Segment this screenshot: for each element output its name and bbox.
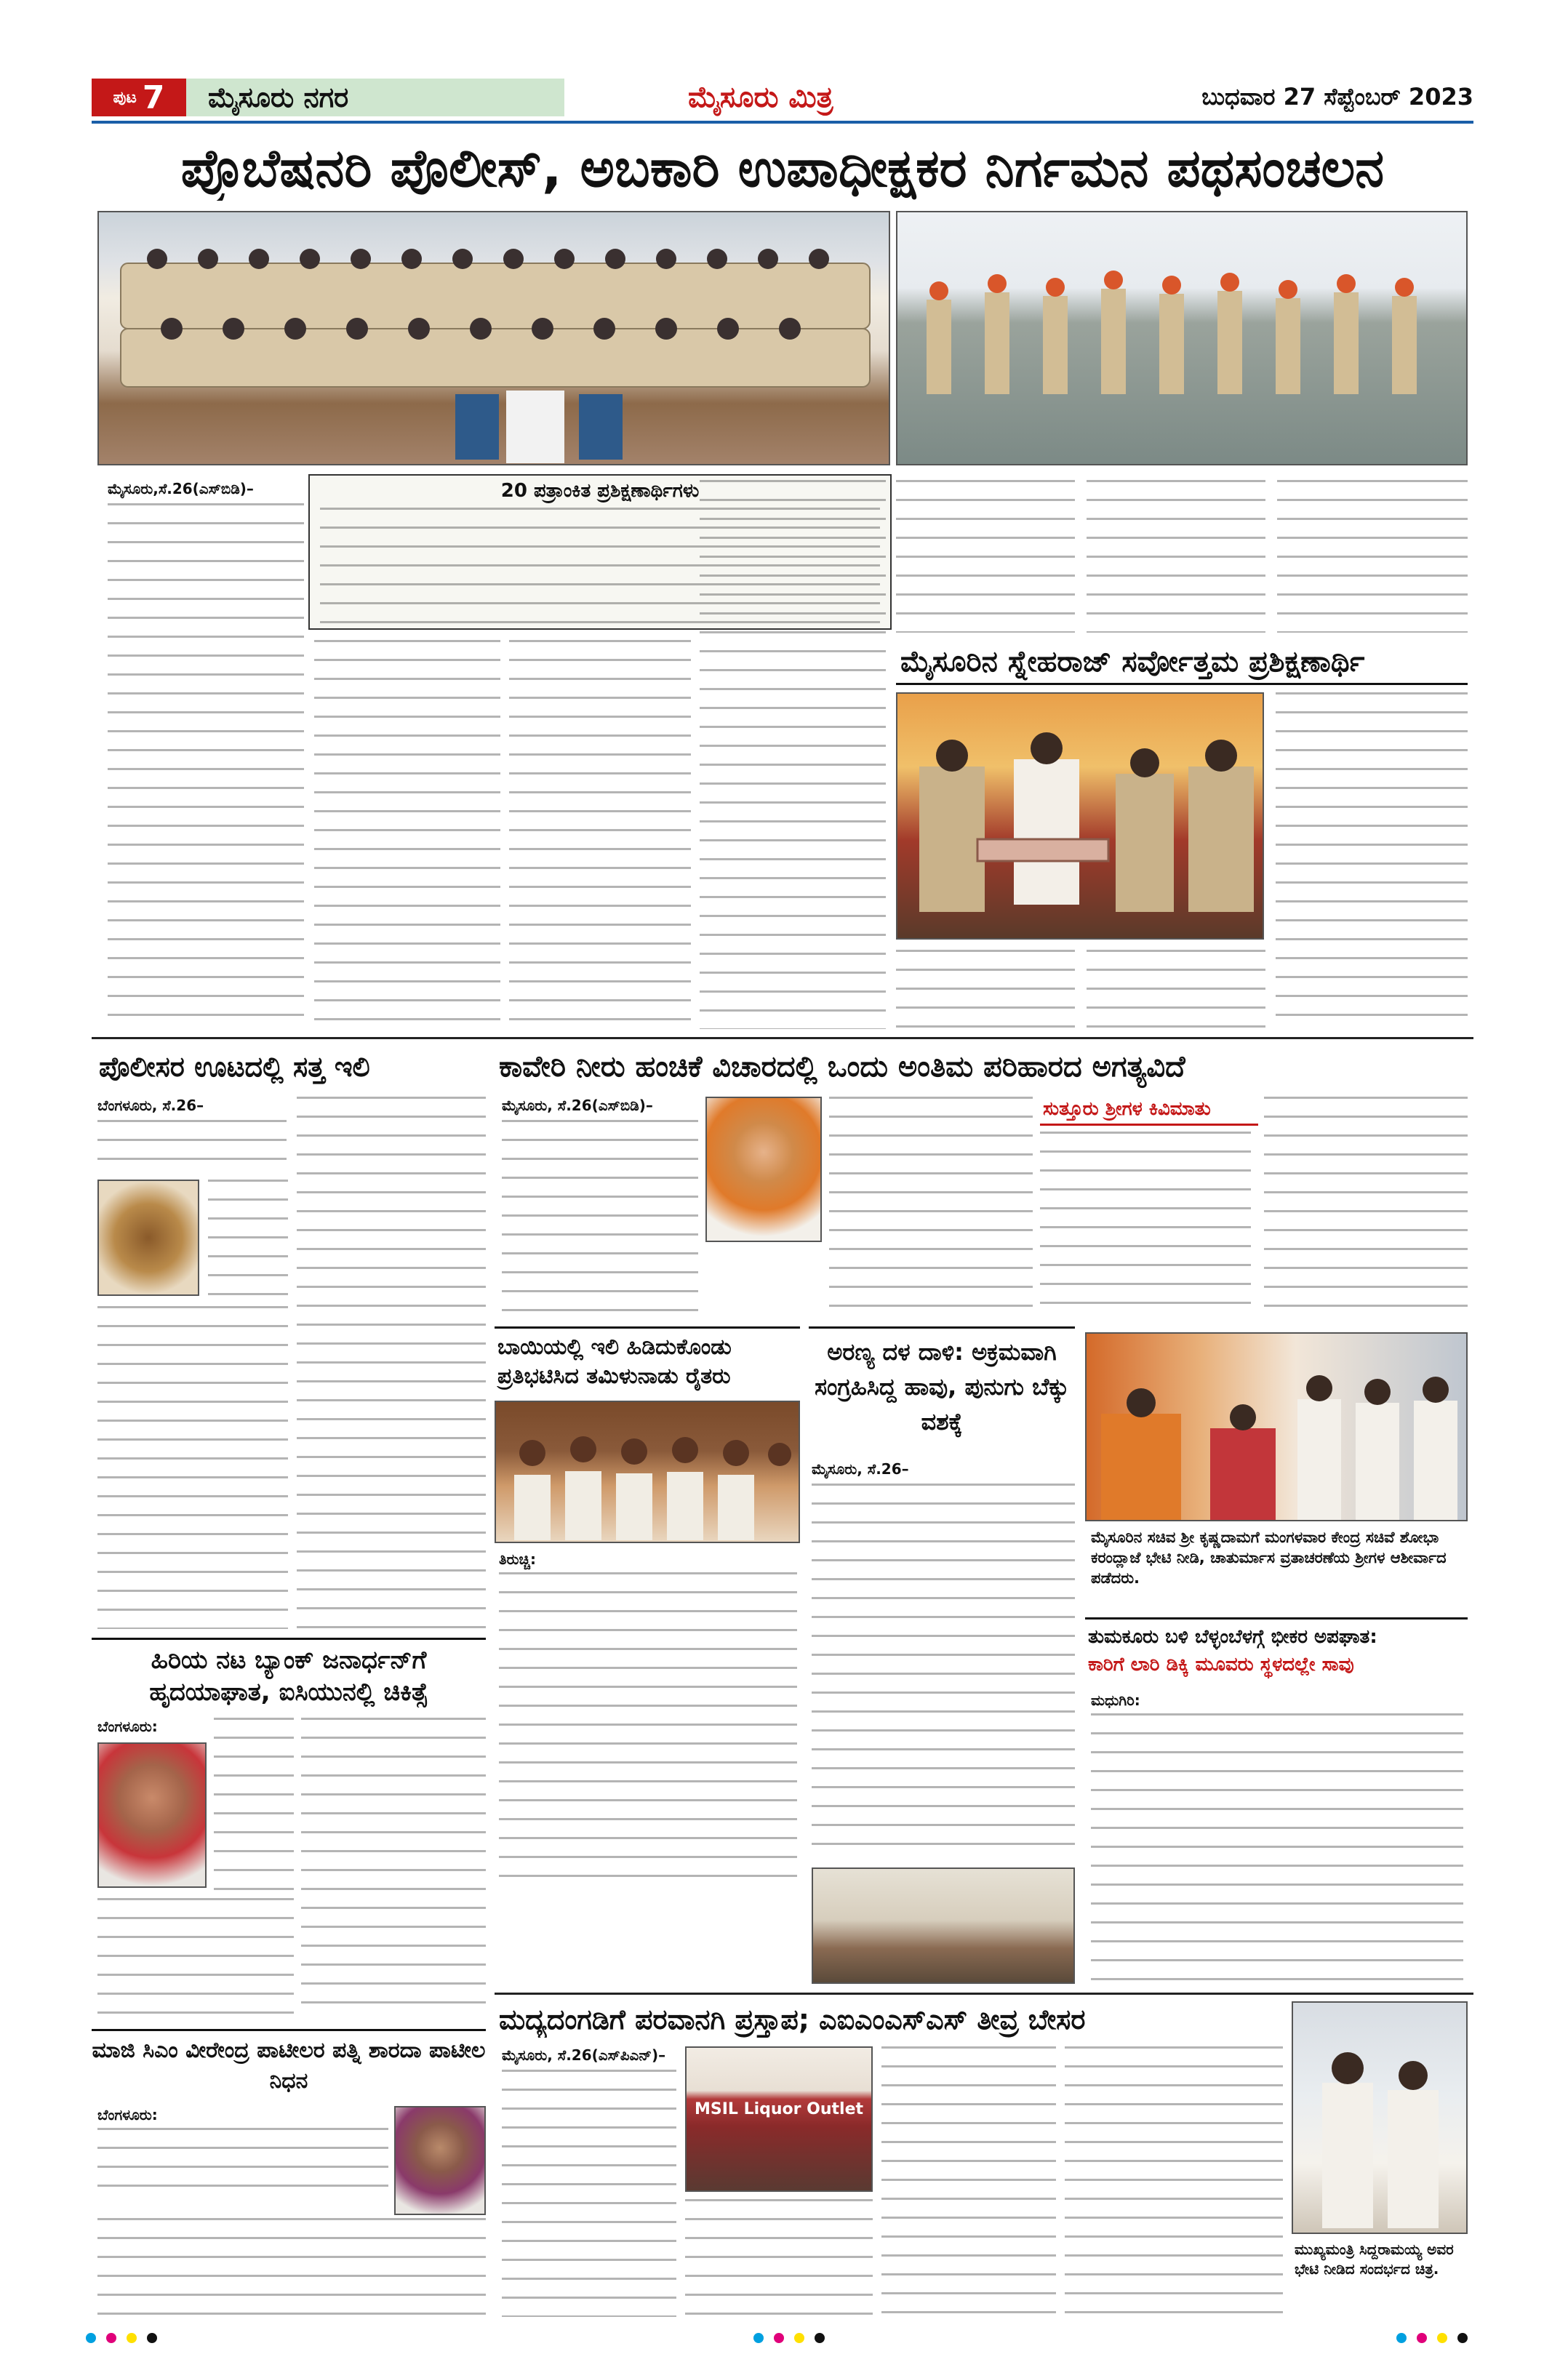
kaveri-subhead: ಸುತ್ತೂರು ಶ್ರೀಗಳ ಕಿವಿಮಾತು — [1043, 1098, 1211, 1120]
lead-dateline: ಮೈಸೂರು,ಸೆ.26(ಎಸ್‌ಬಿಡಿ)– — [108, 480, 254, 497]
swamiji-visit-photo — [1085, 1332, 1468, 1521]
lead-body-col-6 — [1087, 480, 1265, 633]
registration-dots-left — [86, 2333, 166, 2347]
lead-body-col-1 — [108, 503, 304, 1030]
page-header — [92, 79, 1473, 116]
kaveri-subhead-box — [1040, 1097, 1258, 1126]
mid-rule-1 — [92, 1037, 1473, 1039]
tn-farmers-photo — [495, 1401, 800, 1543]
lead-body-col-4 — [700, 480, 886, 1029]
sneharaj-body-col-1 — [1276, 692, 1468, 1027]
sneharaj-award-figures — [897, 694, 1264, 940]
issue-date: ಬುಧವಾರ 27 ಸೆಪ್ಟೆಂಬರ್ 2023 — [1201, 83, 1473, 111]
kaveri-dateline: ಮೈಸೂರು, ಸೆ.26(ಎಸ್‌ಬಿಡಿ)– — [502, 1097, 653, 1114]
registration-dots-center — [753, 2333, 833, 2347]
obit-body-col-2 — [97, 2218, 486, 2317]
liquor-body-col-2 — [685, 2199, 873, 2317]
rat-food-photo — [97, 1180, 199, 1296]
actor-dateline: ಬೆಂಗಳೂರು: — [97, 1718, 158, 1735]
kaveri-body-col-3 — [1040, 1132, 1251, 1318]
actor-head-box — [92, 1638, 486, 1710]
actor-body-col-2 — [301, 1718, 486, 2020]
liquor-headline: ಮದ್ಯದಂಗಡಿಗೆ ಪರವಾನಗಿ ಪ್ರಸ್ತಾಪ; ಎಐಎಂಎಸ್‌ಎಸ್ ತೀವ್ರ ಬೇಸರ — [499, 2003, 1086, 2035]
tumakuru-head-box — [1085, 1617, 1468, 1683]
forest-body-col-1 — [812, 1484, 1075, 1862]
swamiji-portrait — [705, 1097, 822, 1242]
liquor-body-col-3 — [881, 2046, 1056, 2317]
tumakuru-subhead: ಕಾರಿಗೆ ಲಾರಿ ಡಿಕ್ಕಿ ಮೂವರು ಸ್ಥಳದಲ್ಲೇ ಸಾವು — [1088, 1654, 1354, 1676]
kaveri-body-col-1 — [502, 1120, 698, 1318]
tn-farmers-body-col-1 — [499, 1572, 797, 1892]
sneharaj-body-col-3 — [1087, 950, 1265, 1030]
tn-farmers-headline: ಬಾಯಿಯಲ್ಲಿ ಇಲಿ ಹಿಡಿದುಕೊಂಡು ಪ್ರತಿಭಟಿಸಿದ ತಮಿಳುನಾಡು ರೈತರು — [497, 1334, 732, 1389]
group-photo — [97, 211, 890, 465]
liquor-dateline: ಮೈಸೂರು, ಸೆ.26(ಎಸ್‌ಪಿಎನ್)– — [502, 2046, 666, 2064]
liquor-body-col-1 — [502, 2070, 676, 2317]
rat-dateline: ಬೆಂಗಳೂರು, ಸೆ.26– — [97, 1097, 204, 1114]
page-label-box — [92, 79, 186, 116]
actor-body-col-1b — [97, 1898, 294, 2020]
rat-body-col-1b — [208, 1180, 288, 1296]
liquor-shop-sign: MSIL Liquor Outlet — [694, 2100, 864, 2118]
rat-body-col-1c — [97, 1306, 288, 1629]
masthead-logo: ಮೈಸೂರು ಮಿತ್ರ — [688, 80, 833, 114]
tn-farmers-head-box — [495, 1326, 800, 1395]
tn-farmers-dateline: ತಿರುಚ್ಚಿ: — [499, 1550, 536, 1568]
obit-head-box — [92, 2029, 486, 2099]
actor-portrait — [97, 1742, 207, 1888]
obit-headline: ಮಾಜಿ ಸಿಎಂ ವೀರೇಂದ್ರ ಪಾಟೀಲರ ಪತ್ನಿ ಶಾರದಾ ಪಾಟೀಲ ನಿಧನ — [92, 2038, 486, 2094]
section-title: ಮೈಸೂರು ನಗರ — [208, 81, 349, 113]
sneharaj-body-col-2 — [896, 950, 1075, 1030]
lead-headline: ಪ್ರೊಬೆಷನರಿ ಪೊಲೀಸ್, ಅಬಕಾರಿ ಉಪಾಧೀಕ್ಷಕರ ನಿರ್ಗಮನ ಪಥಸಂಚಲನ — [180, 137, 1385, 199]
mid-rule-2 — [495, 1993, 1473, 1995]
liquor-body-col-4 — [1065, 2046, 1283, 2317]
tumakuru-body — [1091, 1713, 1463, 1984]
tn-farmers-figures — [496, 1402, 800, 1543]
forest-dateline: ಮೈಸೂರು, ಸೆ.26– — [812, 1460, 909, 1478]
lead-body-col-5 — [896, 480, 1075, 633]
lead-body-col-3 — [509, 640, 691, 1029]
group-photo-figures — [99, 212, 890, 465]
kaveri-headline: ಕಾವೇರಿ ನೀರು ಹಂಚಿಕೆ ವಿಚಾರದಲ್ಲಿ ಒಂದು ಅಂತಿಮ ಪರಿಹಾರದ ಅಗತ್ಯವಿದೆ — [495, 1044, 1473, 1089]
cm-photo — [1292, 2001, 1468, 2234]
lead-body-col-2 — [314, 640, 500, 1029]
lead-body-col-7 — [1277, 480, 1468, 633]
sneharaj-award-photo — [896, 692, 1264, 940]
swamiji-visit-caption: ಮೈಸೂರಿನ ಸಚಿವ ಶ್ರೀ ಕೃಷ್ಣದಾಮಗೆ ಮಂಗಳವಾರ ಕೇಂದ್ರ ಸಚಿವೆ ಶೋಭಾ ಕರಂದ್ಲಾಜೆ ಭೇಟಿ ನೀಡಿ, ಚಾತುರ್ಮಾಸ ವ್ರತಾಚರಣೆಯ ಶ್ರೀಗಳ ಆಶೀರ್ವಾದ ಪಡೆದರು. — [1091, 1529, 1447, 1587]
kaveri-body-col-4 — [1264, 1097, 1468, 1318]
page-number: 7 — [142, 79, 165, 116]
actor-headline: ಹಿರಿಯ ನಟ ಬ್ಯಾಂಕ್ ಜನಾರ್ಧನ್‌ಗೆ ಹೃದಯಾಘಾತ, ಐಸಿಯುನಲ್ಲಿ ಚಿಕಿತ್ಸೆ — [149, 1646, 428, 1707]
kaveri-body-col-2 — [829, 1097, 1033, 1318]
header-rule — [92, 121, 1473, 124]
forest-head-box — [809, 1326, 1075, 1454]
tumakuru-headline: ತುಮಕೂರು ಬಳಿ ಬೆಳ್ಳಂಬೆಳಗ್ಗೆ ಭೀಕರ ಅಪಘಾತ: — [1088, 1626, 1377, 1648]
obit-portrait — [394, 2106, 486, 2215]
actor-body-col-1 — [214, 1718, 294, 1899]
sneharaj-headline: ಮೈಸೂರಿನ ಸ್ನೇಹರಾಜ್ ಸರ್ವೋತ್ತಮ ಪ್ರಶಿಕ್ಷಣಾರ್ಥಿ — [896, 640, 1468, 685]
page-label: ಪುಟ — [113, 88, 137, 107]
rat-headline: ಪೊಲೀಸರ ಊಟದಲ್ಲಿ ಸತ್ತ ಇಲಿ — [92, 1044, 484, 1089]
liquor-shop-photo — [685, 2046, 873, 2192]
rat-body-col-2 — [297, 1097, 486, 1629]
tumakuru-dateline: ಮಧುಗಿರಿ: — [1091, 1692, 1140, 1709]
forest-raid-photo — [812, 1867, 1075, 1984]
registration-dots-right — [1396, 2333, 1476, 2347]
obit-body-col-1 — [97, 2128, 388, 2201]
obit-dateline: ಬೆಂಗಳೂರು: — [97, 2106, 158, 2123]
cm-photo-caption: ಮುಖ್ಯಮಂತ್ರಿ ಸಿದ್ದರಾಮಯ್ಯ ಅವರ ಭೇಟಿ ನೀಡಿದ ಸಂದರ್ಭದ ಚಿತ್ರ. — [1295, 2241, 1454, 2278]
swamiji-visit-figures — [1087, 1334, 1468, 1521]
forest-headline: ಅರಣ್ಯ ದಳ ದಾಳಿ: ಅಕ್ರಮವಾಗಿ ಸಂಗ್ರಹಿಸಿದ್ದ ಹಾವು, ಪುನುಗು ಬೆಕ್ಕು ವಶಕ್ಕೆ — [815, 1338, 1069, 1436]
parade-photo — [896, 211, 1468, 465]
parade-photo-marchers — [897, 212, 1468, 465]
rat-body-col-1 — [97, 1120, 287, 1174]
cm-photo-figures — [1293, 2003, 1468, 2234]
lead-box-title: 20 ಪತ್ರಾಂಕಿತ ಪ್ರಶಿಕ್ಷಣಾರ್ಥಿಗಳು — [500, 480, 700, 502]
